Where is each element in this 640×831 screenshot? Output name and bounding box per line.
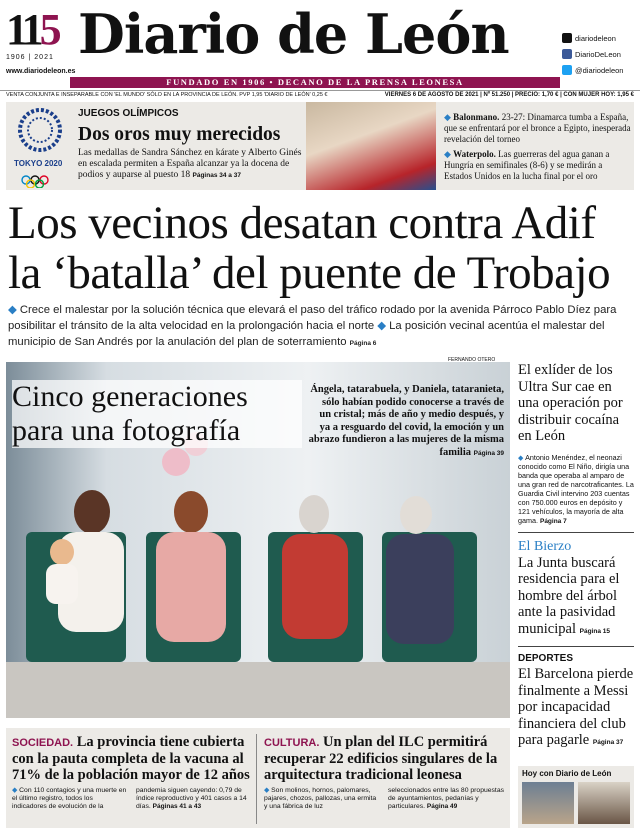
story-col: [264, 787, 380, 811]
section-kicker: DEPORTES: [518, 653, 574, 664]
story-headline-text: La provincia tiene cubierta con la pauta completa de la vacuna al 71% de la población mayor de 12 años: [12, 734, 250, 783]
right-column: [518, 362, 634, 766]
feature-page-ref: Página 39: [473, 449, 504, 457]
main-headline[interactable]: Los vecinos desatan contra Adif la ‘batalla’ del puente de Trobajo: [8, 197, 611, 299]
bullet-diamond-icon: ◆: [8, 304, 17, 316]
story-headline-text: Un plan del ILC permitirá recuperar 22 edificios singulares de la arquitectura tradicional leonesa: [264, 734, 498, 783]
website-link[interactable]: www.diariodeleon.es: [6, 68, 76, 75]
divider: [256, 734, 257, 824]
story-col-text: pandemia siguen cayendo: 0,79 de índice reproductivo y 401 casos a 14 días.: [136, 787, 247, 810]
story-col: [388, 787, 504, 811]
brief-handball[interactable]: [444, 112, 632, 145]
tokyo-emblem-icon: [12, 106, 68, 188]
main-page-ref: Página 6: [349, 340, 377, 347]
divider: [518, 646, 634, 647]
brief-text: 23-27: Dinamarca tumba a España, que se enfrentará por el bronce a Egipto, inesperada revelación del torneo: [444, 112, 631, 144]
sports-headline[interactable]: Dos oros muy merecidos: [78, 124, 281, 145]
promo-image: [578, 782, 630, 824]
story-col-text: Son molinos, hornos, palomares, pajares, chozos, pallozas, una ermita y una fábrica de luz: [264, 787, 377, 810]
sports-body: [78, 148, 310, 181]
anniversary-logo: [6, 5, 68, 66]
section-kicker: El Bierzo: [518, 538, 572, 554]
olympics-strip: [6, 102, 634, 190]
masthead: [0, 0, 640, 87]
sports-kicker: JUEGOS OLÍMPICOS: [78, 108, 179, 119]
main-sub-2: La posición vecinal acentúa el malestar del municipio de San Andrés por la anulación del plan de soterramiento: [8, 320, 605, 348]
tokyo-2020-logo: [12, 106, 68, 188]
photo-credit: FERNANDO OTERO: [448, 357, 496, 363]
story-ilc[interactable]: [264, 734, 504, 811]
story-col: [12, 787, 128, 811]
story-col-text: seleccionados entre las 80 propuestas de ayuntamientos, pedanías y particulares.: [388, 787, 504, 810]
section-kicker: CULTURA.: [264, 737, 320, 749]
newspaper-title: Diario de León: [78, 2, 509, 66]
sports-body-text: Las medallas de Sandra Sánchez en kárate y Alberto Ginés en escalada permiten a España alcanzar ya la docena de podios y auparse al puesto 18: [78, 148, 302, 180]
story-page-ref: Página 37: [592, 739, 624, 746]
anniversary-years: 1906 | 2021: [6, 54, 54, 61]
instagram-icon: [562, 33, 572, 43]
story-col: [136, 787, 252, 811]
social-handle: @diariodeleon: [575, 65, 624, 75]
story-bierzo[interactable]: [518, 539, 634, 641]
story-page-ref: Página 15: [579, 627, 610, 635]
story-messi[interactable]: [518, 653, 634, 752]
story-headline: [518, 555, 634, 641]
brief-waterpolo[interactable]: [444, 149, 632, 182]
bullet-diamond-icon: ◆: [377, 320, 386, 332]
story-headline-text: El Barcelona pierde finalmente a Messi por incapacidad financiera del club para pagarle: [518, 666, 634, 748]
social-facebook[interactable]: [562, 46, 638, 62]
promo-box[interactable]: [518, 766, 634, 828]
story-page-ref: Página 49: [426, 803, 458, 810]
story-columns: [12, 787, 252, 811]
date-price: VIERNES 6 DE AGOSTO DE 2021 | Nº 51.250 | PRECIO: 1,70 € | CON MUJER HOY: 1,95 €: [384, 92, 634, 98]
facebook-icon: [562, 49, 572, 59]
brief-lead: Waterpolo.: [453, 149, 496, 159]
edition-info-bar: [0, 90, 640, 100]
social-handle: diariodeleon: [575, 33, 616, 43]
story-ultras[interactable]: [518, 362, 634, 526]
social-instagram[interactable]: [562, 30, 638, 46]
bullet-diamond-icon: ◆: [444, 149, 451, 159]
story-body: [518, 453, 634, 526]
feature-title: Cinco generaciones para una fotografía: [12, 380, 302, 448]
story-headline: [518, 666, 634, 752]
twitter-icon: [562, 65, 572, 75]
sale-notice: VENTA CONJUNTA E INSEPARABLE CON 'EL MUNDO' SÓLO EN LA PROVINCIA DE LEÓN. PVP 1,95 'DIARIO DE LEÓN' 0,25 €: [6, 92, 328, 98]
sports-briefs: [444, 112, 632, 186]
bullet-diamond-icon: ◆: [12, 787, 18, 794]
main-sub-1: Crece el malestar por la solución técnica que elevará el paso del tráfico rodado por la avenida Párroco Pablo Díez para posibilitar el tránsito de la alta velocidad en la prolongación hacia el norte: [8, 304, 617, 332]
story-col-text: Con 110 contagios y una muerte en el último registro, todos los indicadores de evolución de la: [12, 787, 127, 810]
bullet-diamond-icon: ◆: [264, 787, 270, 794]
feature-photo-story[interactable]: [6, 362, 510, 718]
athlete-photo: [306, 102, 436, 190]
story-vaccine[interactable]: [12, 734, 252, 811]
story-columns: [264, 787, 504, 811]
main-subheadline: [8, 302, 634, 352]
promo-image: [522, 782, 574, 824]
story-page-ref: Página 7: [539, 517, 567, 525]
brief-lead: Balonmano.: [453, 112, 500, 122]
story-page-ref: Páginas 41 a 43: [152, 803, 202, 810]
story-headline: [264, 734, 504, 783]
anniversary-number: 115: [6, 5, 58, 54]
bullet-diamond-icon: ◆: [518, 452, 524, 462]
tokyo-2020-label: TOKYO 2020: [14, 159, 63, 168]
feature-text: [308, 384, 504, 460]
bottom-stories: [6, 728, 510, 828]
social-handle: DiarioDeLeon: [575, 49, 621, 59]
brief-text: Las guerreras del agua ganan a Hungría en semifinales (8-6) y se medirán a Estados Unidos en la lucha final por el oro: [444, 149, 610, 181]
feature-body: Ángela, tatarabuela, y Daniela, tataranieta, sólo habían podido conocerse a través de un cristal; más de año y medio después, y ya a resguardo del covid, la emoción y un abrazo fundieron a las mujeres de la misma familia: [308, 384, 504, 458]
bullet-diamond-icon: ◆: [444, 112, 451, 122]
divider: [518, 532, 634, 533]
story-headline: [12, 734, 252, 783]
social-links: [562, 30, 638, 78]
sports-page-ref: Páginas 34 a 37: [192, 172, 241, 179]
section-kicker: SOCIEDAD.: [12, 737, 74, 749]
promo-title: Hoy con Diario de León: [522, 769, 612, 778]
social-twitter[interactable]: [562, 62, 638, 78]
tagline: FUNDADO EN 1906 • DECANO DE LA PRENSA LEONESA: [70, 77, 560, 88]
story-headline-text: La Junta buscará residencia para el hombre del árbol ante la pasividad municipal: [518, 554, 620, 637]
story-body-text: Antonio Menéndez, el neonazi conocido como El Niño, dirigía una banda que operaba al amparo de una gran red de narcotraficantes. La Guardia Civil intervino 203 cuentas con 750.000 euros en depósito y 121 vehículos, la mayoría de alta gama.: [518, 452, 634, 525]
story-headline: El exlíder de los Ultra Sur cae en una operación por distribuir cocaína en León: [518, 362, 623, 444]
